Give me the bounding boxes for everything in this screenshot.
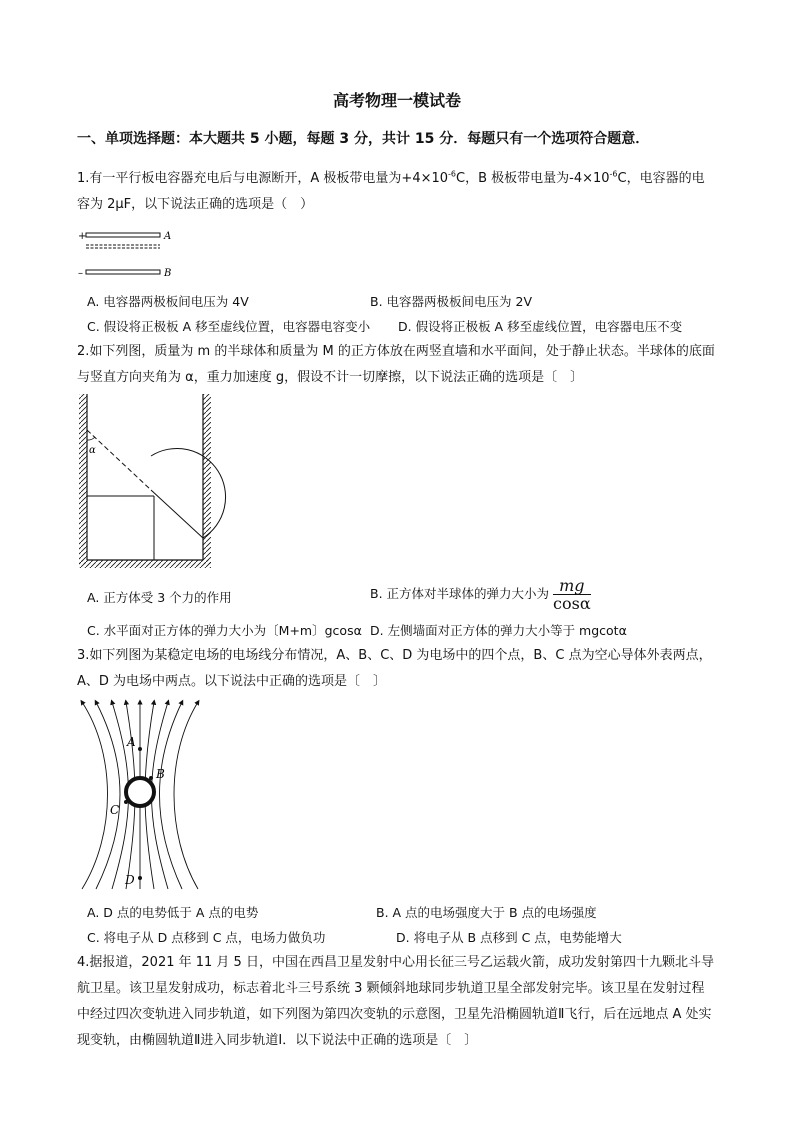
exam-title: 高考物理一模试卷 (332, 91, 461, 110)
hemisphere-base (151, 490, 203, 538)
fraction-mg-over-cos: $\frac{mg}{\cos\alpha}$ (553, 576, 591, 613)
question-3-text: 3.如下列图为某稳定电场的电场线分布情况，A、B、C、D 为电场中的四个点，B、C 点为空心导体外表两点，A、D 为电场中两点。以下说法中正确的选项是〔 〕 (77, 648, 712, 689)
section-heading: 一、单项选择题：本大题共 5 小题，每题 3 分，共计 15 分．每题只有一个选项符合题意． (77, 131, 650, 147)
hollow-conductor (126, 778, 154, 806)
capacitor-figure (76, 228, 176, 278)
plus-sign: + (78, 231, 87, 242)
q2-option-c: C. 水平面对正方体的弹力大小为〔M+m〕gcosα (87, 623, 362, 638)
floor-hatch (79, 560, 211, 568)
plate-b (86, 270, 160, 274)
svg-text:B: B (156, 767, 165, 781)
minus-sign: – (78, 268, 83, 279)
svg-text:C: C (110, 803, 120, 817)
left-wall-hatch (79, 394, 87, 564)
svg-text:A: A (127, 735, 136, 749)
question-2-text: 2.如下列图，质量为 m 的半球体和质量为 M 的正方体放在两竖直墙和水平面间，处于静止状态。半球体的底面与竖直方向夹角为 α，重力加速度 g，假设不计一切摩擦，以下说法正确的选项是〔 〕 (77, 344, 715, 385)
hemisphere-cube-figure (76, 392, 216, 572)
q3-option-a: A. D 点的电势低于 A 点的电势 (87, 905, 259, 920)
q3-option-b: B. A 点的电场强度大于 B 点的电场强度 (376, 905, 597, 920)
q3-option-c: C. 将电子从 D 点移到 C 点，电场力做负功 (87, 930, 326, 945)
q1-option-a: A. 电容器两极板间电压为 4V (87, 294, 249, 309)
point-d (138, 876, 142, 880)
question-1-text: 1.有一平行板电容器充电后与电源断开，A 极板带电量为$+4\times 10^{-6}C$，B 极板带电量为$-4\times 10^{-6}C$，电容器的电容为 2μF，以下说法正确的选项是（ ） (77, 169, 705, 212)
angle-alpha-label: α (89, 445, 96, 456)
question-4-text: 4.据报道，2021 年 11 月 5 日，中国在西昌卫星发射中心用长征三号乙运载火箭，成功发射第四十九颗北斗导航卫星。该卫星发射成功，标志着北斗三号系统 3 颗倾斜地球同步轨道卫星全部发射完毕。该卫星在发射过程中经过四次变轨进入同步轨道，如下列图为第四次变轨的示意图，卫星先沿椭圆轨道Ⅱ飞行，后在远地点 A 处实现变轨，由椭圆轨道Ⅱ进入同步轨道Ⅰ．以下说法中正确的选项是〔 〕 (77, 955, 714, 1048)
point-b (149, 776, 153, 780)
q1-option-d: D. 假设将正极板 A 移至虚线位置，电容器电压不变 (398, 319, 683, 334)
plate-b-label: B (164, 268, 172, 279)
q2-option-d: D. 左侧墙面对正方体的弹力大小等于 mgcotα (370, 623, 627, 638)
right-wall-hatch (203, 394, 211, 564)
point-c (124, 800, 128, 804)
plate-a-label: A (164, 231, 172, 242)
q1-option-b: B. 电容器两极板间电压为 2V (370, 294, 532, 309)
angle-arc (87, 437, 95, 440)
hemisphere-dashed-base (87, 430, 151, 490)
q2-option-a: A. 正方体受 3 个力的作用 (87, 590, 232, 605)
q1-option-c: C. 假设将正极板 A 移至虚线位置，电容器电容变小 (87, 319, 371, 334)
q3-option-d: D. 将电子从 B 点移到 C 点，电势能增大 (396, 930, 622, 945)
point-a (138, 747, 142, 751)
svg-text:D: D (125, 873, 135, 887)
plate-a (86, 233, 160, 237)
q2-option-b: B. 正方体对半球体的弹力大小为 $\frac{mg}{\cos\alpha}$ (370, 576, 591, 613)
electric-field-figure (76, 694, 216, 894)
